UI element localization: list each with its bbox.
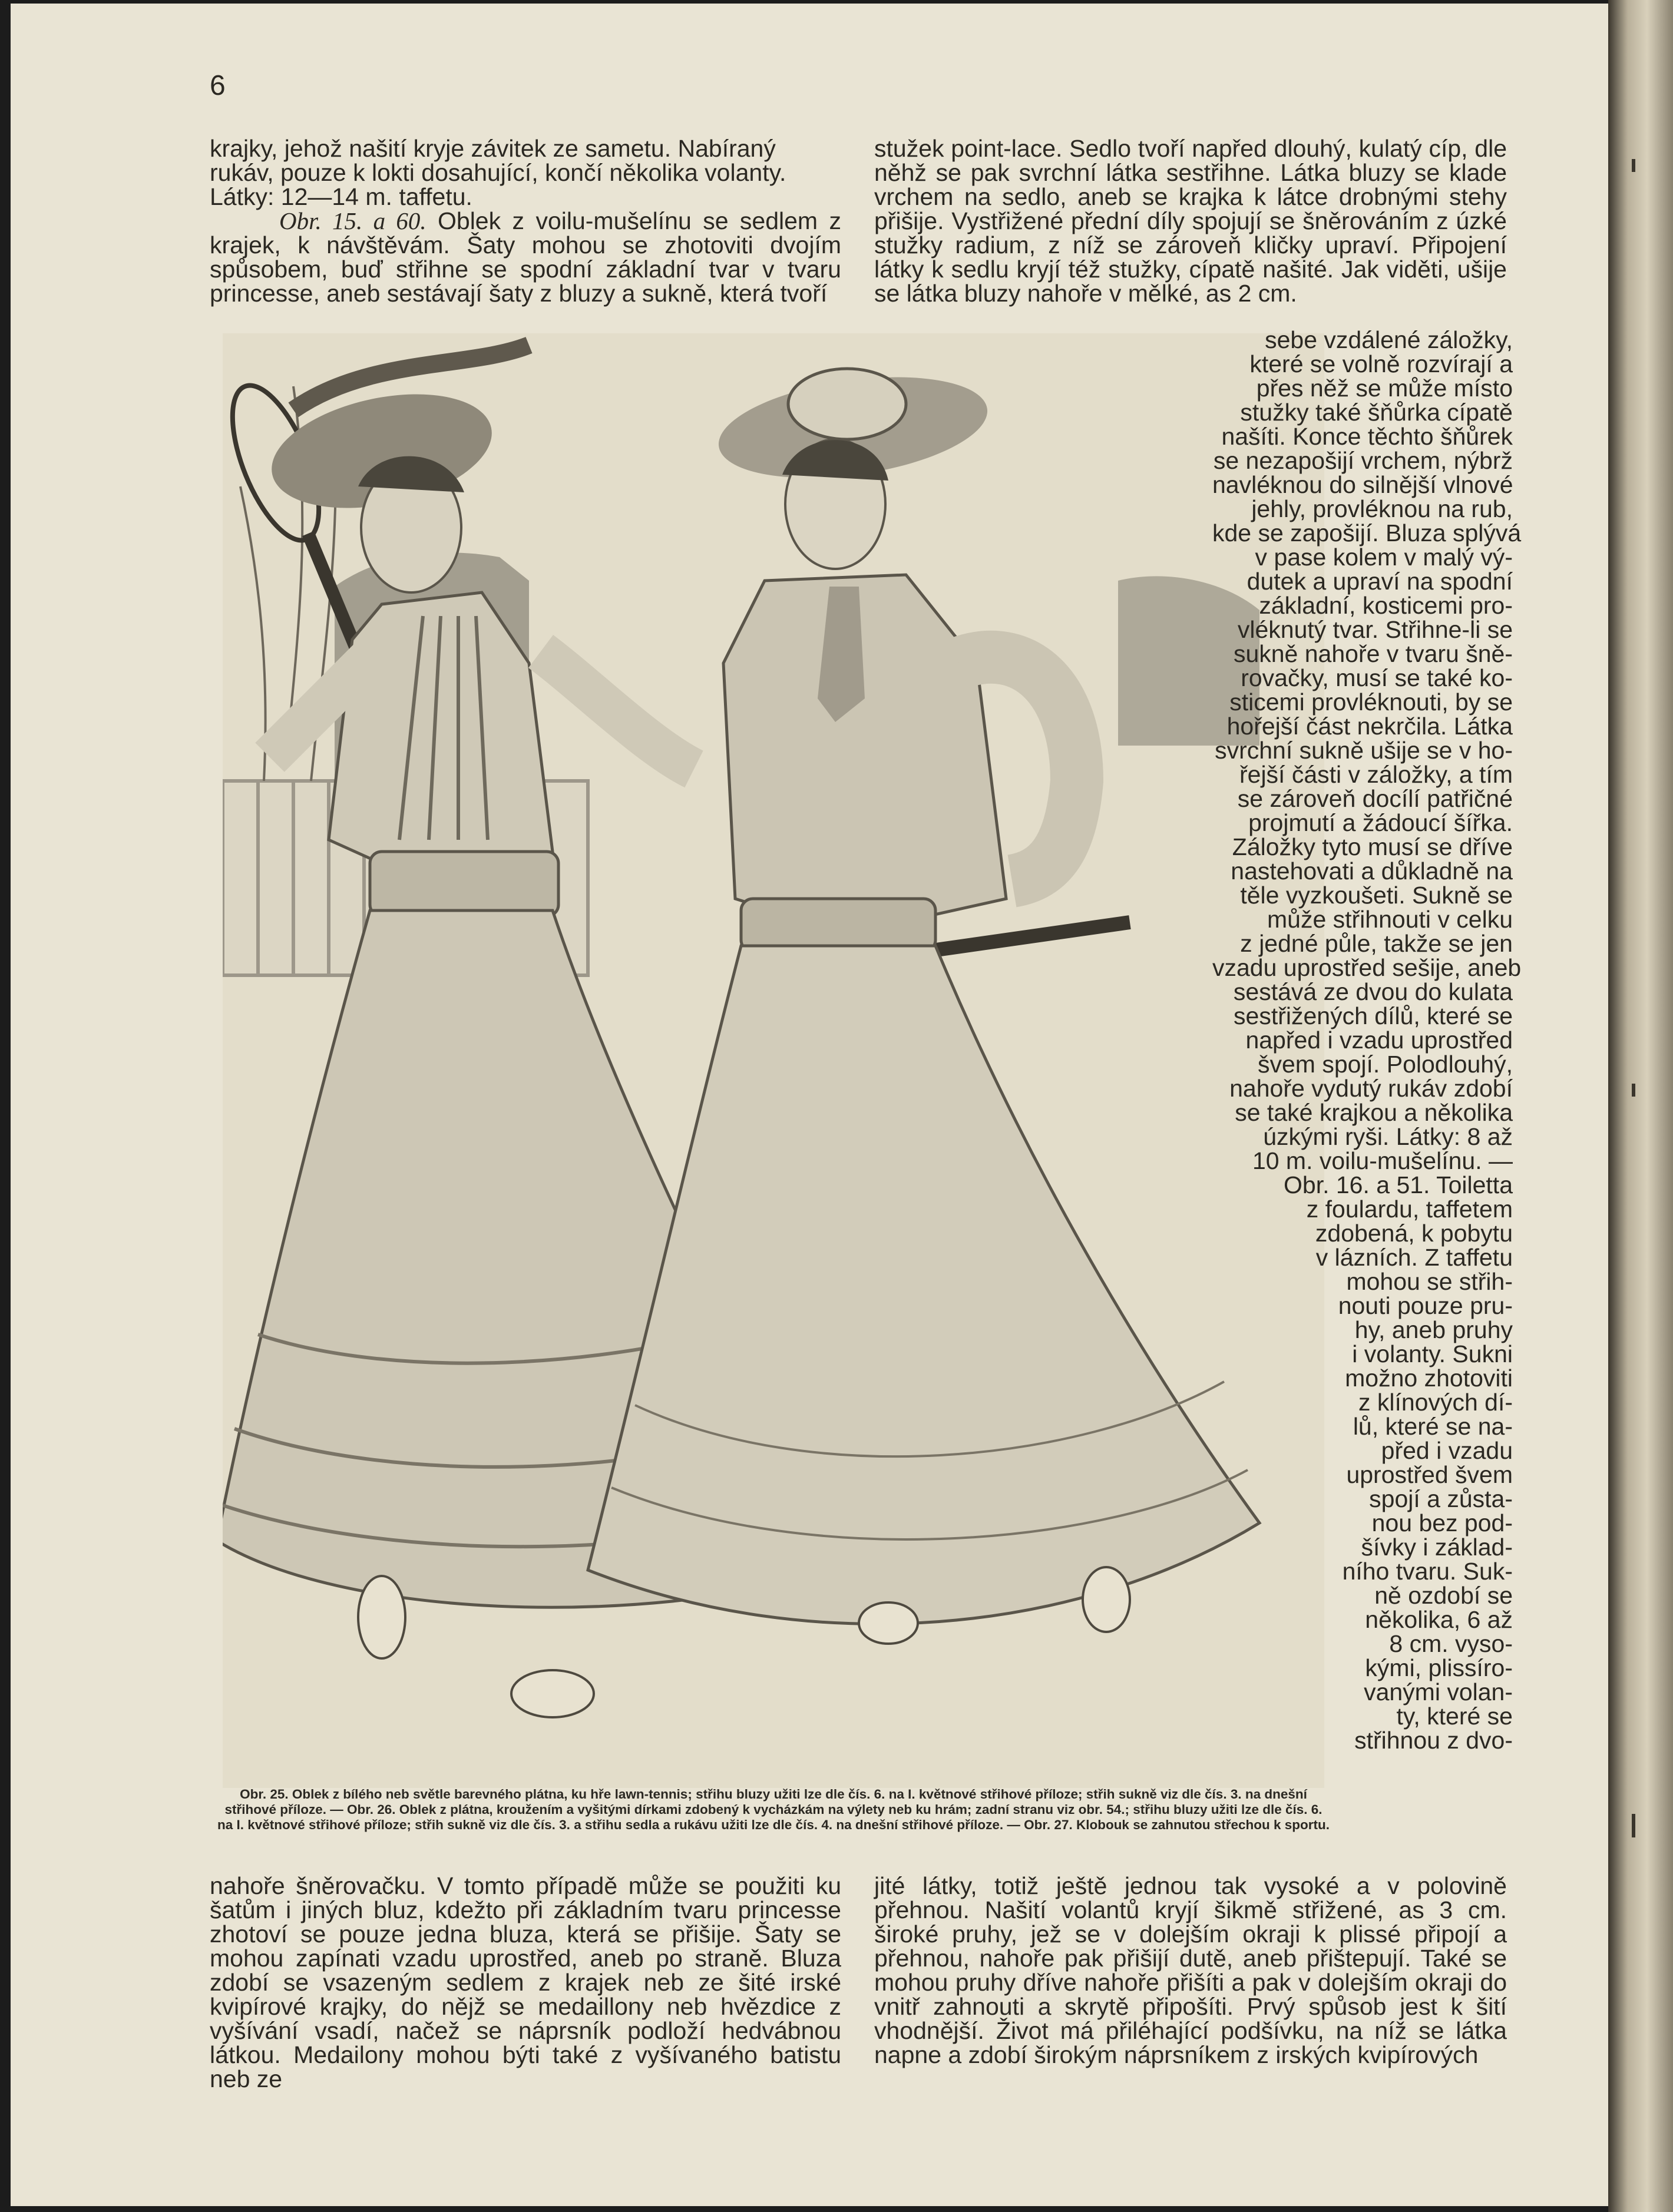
text-line: před i vzadu bbox=[1381, 1437, 1513, 1464]
text-line: lů, které se na- bbox=[1353, 1413, 1513, 1440]
edge-mark bbox=[1632, 1814, 1635, 1837]
text-line: může střihnouti v celku bbox=[1267, 906, 1513, 933]
paragraph bbox=[210, 209, 841, 306]
magazine-page bbox=[11, 4, 1608, 2206]
text-line: z klínových dí- bbox=[1358, 1389, 1513, 1416]
text-line: řejší části v záložky, a tím bbox=[1239, 761, 1513, 788]
text-line: se také krajkou a několika bbox=[1235, 1099, 1513, 1126]
text-line: ně ozdobí se bbox=[1374, 1582, 1513, 1609]
edge-mark bbox=[1632, 159, 1635, 172]
text-line: našíti. Konce těchto šňůrek bbox=[1221, 423, 1513, 450]
text-line: 10 m. voilu-mušelínu. — bbox=[1252, 1147, 1513, 1174]
text-line: i volanty. Sukni bbox=[1352, 1340, 1513, 1367]
text-line: svrchní sukně ušije se v ho- bbox=[1215, 737, 1513, 764]
text-line: vléknutý tvar. Střihne-li se bbox=[1237, 616, 1513, 643]
text-line: sticemi provléknouti, by se bbox=[1229, 688, 1513, 716]
text-line: sebe vzdálené záložky, bbox=[1265, 326, 1513, 353]
page-number: 6 bbox=[210, 70, 226, 101]
text-line: Obr. 16. a 51. Toiletta bbox=[1284, 1171, 1513, 1198]
text-line: úzkými ryši. Látky: 8 až bbox=[1263, 1123, 1513, 1150]
text-line: Záložky tyto musí se dříve bbox=[1232, 833, 1513, 860]
text-line: kými, plissíro- bbox=[1365, 1654, 1513, 1681]
text-line: nastehovati a důkladně na bbox=[1231, 857, 1513, 885]
text-line: 8 cm. vyso- bbox=[1389, 1630, 1513, 1657]
text-line: těle vyzkoušeti. Sukně se bbox=[1240, 882, 1513, 909]
text-line: z jedné půle, takže se jen bbox=[1240, 930, 1513, 957]
text-line: Látky: 12—14 m. taffetu. bbox=[210, 183, 472, 210]
text-line: mohou se střih- bbox=[1346, 1268, 1513, 1295]
text-line: v pase kolem v malý vý- bbox=[1255, 544, 1513, 571]
text-line: několika, 6 až bbox=[1365, 1606, 1513, 1633]
text-column-bottom-left bbox=[210, 1874, 841, 2091]
text-line: ního tvaru. Suk- bbox=[1342, 1558, 1513, 1585]
text-line: sukně nahoře v tvaru šně- bbox=[1233, 640, 1513, 667]
text-line: sestřižených dílů, které se bbox=[1234, 1002, 1513, 1029]
text-line: možno zhotoviti bbox=[1345, 1365, 1513, 1392]
figure-caption: Obr. 25. Oblek z bílého neb světle barevného plátna, ku hře lawn-tennis; střihu bluzy užiti lze dle čís. 6. na I. květnové střihové příloze; střih sukně viz dle čís. 3. na dnešní střihové příloze. — Obr. 26. Oblek z plátna, kroužením a vyšitými dírkami zdobený k vycházkám na výlety neb ku hrám; zadní stranu viz obr. 54.; střihu bluzy užiti lze dle čís. 6. na I. květnové střihové příloze; střih sukně viz dle čís. 3. a střihu sedla a rukávu užiti lze dle čís. 4. na dnešní střihové příloze. — Obr. 27. Klobouk se zahnutou střechou k sportu. bbox=[217, 1787, 1330, 1832]
text-line: napřed i vzadu uprostřed bbox=[1245, 1026, 1513, 1054]
page-edge bbox=[1608, 0, 1673, 2212]
text-line: sestává ze dvou do kulata bbox=[1233, 978, 1513, 1005]
text-line: nou bez pod- bbox=[1371, 1509, 1513, 1537]
text-line: z foulardu, taffetem bbox=[1306, 1196, 1513, 1223]
text-line: rukáv, pouze k lokti dosahující, končí několika volanty. bbox=[210, 159, 786, 186]
text-line: hy, aneb pruhy bbox=[1354, 1316, 1513, 1343]
paragraph-text: Oblek z voilu-mušelínu se sedlem z krajek, k návštěvám. Šaty mohou se zhotoviti dvojím spůsobem, buď střihne se spodní základní tvar v tvaru princesse, aneb sestávají šaty z bluzy a sukně, která tvoří bbox=[210, 207, 841, 307]
paragraph: stužek point-lace. Sedlo tvoří napřed dlouhý, kulatý cíp, dle něhž se pak svrchní látka sestřihne. Látka bluzy se klade vrchem na sedlo, aneb se krajka k látce drobnými stehy přišije. Vystřižené přední díly spojují se šněrováním z úzké stužky radium, z níž se zároveň kličky upraví. Připojení látky k sedlu kryjí též stužky, cípatě našité. Jak viděti, ušije se látka bluzy nahoře v mělké, as 2 cm. bbox=[874, 135, 1507, 307]
two-ladies-tennis-engraving bbox=[223, 333, 1324, 1788]
text-line: základní, kosticemi pro- bbox=[1259, 592, 1513, 619]
edge-mark bbox=[1632, 1084, 1635, 1097]
text-column-top-left bbox=[210, 137, 841, 306]
text-line: ty, které se bbox=[1396, 1703, 1513, 1730]
text-line: se zároveň docílí patřičné bbox=[1237, 785, 1513, 812]
text-line: rovačky, musí se také ko- bbox=[1241, 664, 1513, 691]
figure-reference: Obr. 15. a 60. bbox=[279, 207, 426, 234]
text-line: kde se zapošijí. Bluza splývá bbox=[1212, 519, 1522, 547]
text-line: zdobená, k pobytu bbox=[1315, 1220, 1513, 1247]
text-line: hořejší část nekrčila. Látka bbox=[1226, 713, 1513, 740]
text-column-right-wrap bbox=[1212, 326, 1522, 1754]
text-line: stužky také šňůrka cípatě bbox=[1240, 399, 1513, 426]
text-line: jehly, provléknou na rub, bbox=[1251, 495, 1513, 522]
text-line: švem spojí. Polodlouhý, bbox=[1257, 1051, 1513, 1078]
text-line: v lázních. Z taffetu bbox=[1315, 1244, 1513, 1271]
text-line: spojí a zůsta- bbox=[1369, 1485, 1513, 1512]
text-line: navléknou do silnější vlnové bbox=[1212, 471, 1513, 498]
text-line: vanými volan- bbox=[1364, 1678, 1513, 1706]
text-line: šívky i základ- bbox=[1361, 1534, 1513, 1561]
paragraph: jité látky, totiž ještě jednou tak vysoké a v polovině přehnou. Našití volantů kryjí šikmě střižené, as 3 cm. široké pruhy, jež se v dolejším okraji k plissé připojí a přehnou, nahoře pak přišijí dutě, aneb přištepují. Také se mohou pruhy dříve nahoře přišíti a pak v dolejším okraji do vnitř zahnouti a skrytě připošíti. Prvý spůsob jest k šití vhodnější. Život má přiléhající podšívku, na níž se látka napne a zdobí širokým náprsníkem z irských kvipírových bbox=[874, 1872, 1507, 2068]
text-column-bottom-right bbox=[874, 1874, 1507, 2067]
text-line: nouti pouze pru- bbox=[1338, 1292, 1513, 1319]
fashion-illustration bbox=[223, 333, 1324, 1788]
text-line: krajky, jehož našití kryje závitek ze sametu. Nabíraný bbox=[210, 135, 776, 162]
text-line: projmutí a žádoucí šířka. bbox=[1248, 809, 1513, 836]
text-line: uprostřed švem bbox=[1346, 1461, 1513, 1488]
text-line: dutek a upraví na spodní bbox=[1247, 568, 1513, 595]
text-line: které se volně rozvírají a bbox=[1249, 350, 1513, 378]
text-column-top-right bbox=[874, 137, 1507, 306]
text-line: nahoře vydutý rukáv zdobí bbox=[1229, 1075, 1513, 1102]
paragraph: nahoře šněrovačku. V tomto případě může se použiti ku šatům i jiných bluz, kdežto při základním tvaru princesse zhotoví se pouze jedna bluza, která se přišije. Šaty se mohou zapínati vzadu uprostřed, aneb po straně. Bluza zdobí se vsazeným sedlem z krajek neb ze šité irské kvipírové krajky, do nějž se medaillony neb hvězdice z vyšívání vsadí, načež se náprsník podloží hedvábnou látkou. Medailony mohou býti také z vyšívaného batistu neb ze bbox=[210, 1872, 841, 2092]
text-line: střihnou z dvo- bbox=[1354, 1727, 1513, 1754]
text-line: se nezapošijí vrchem, nýbrž bbox=[1213, 447, 1513, 474]
text-line: vzadu uprostřed sešije, aneb bbox=[1212, 954, 1522, 981]
text-line: přes něž se může místo bbox=[1256, 375, 1513, 402]
